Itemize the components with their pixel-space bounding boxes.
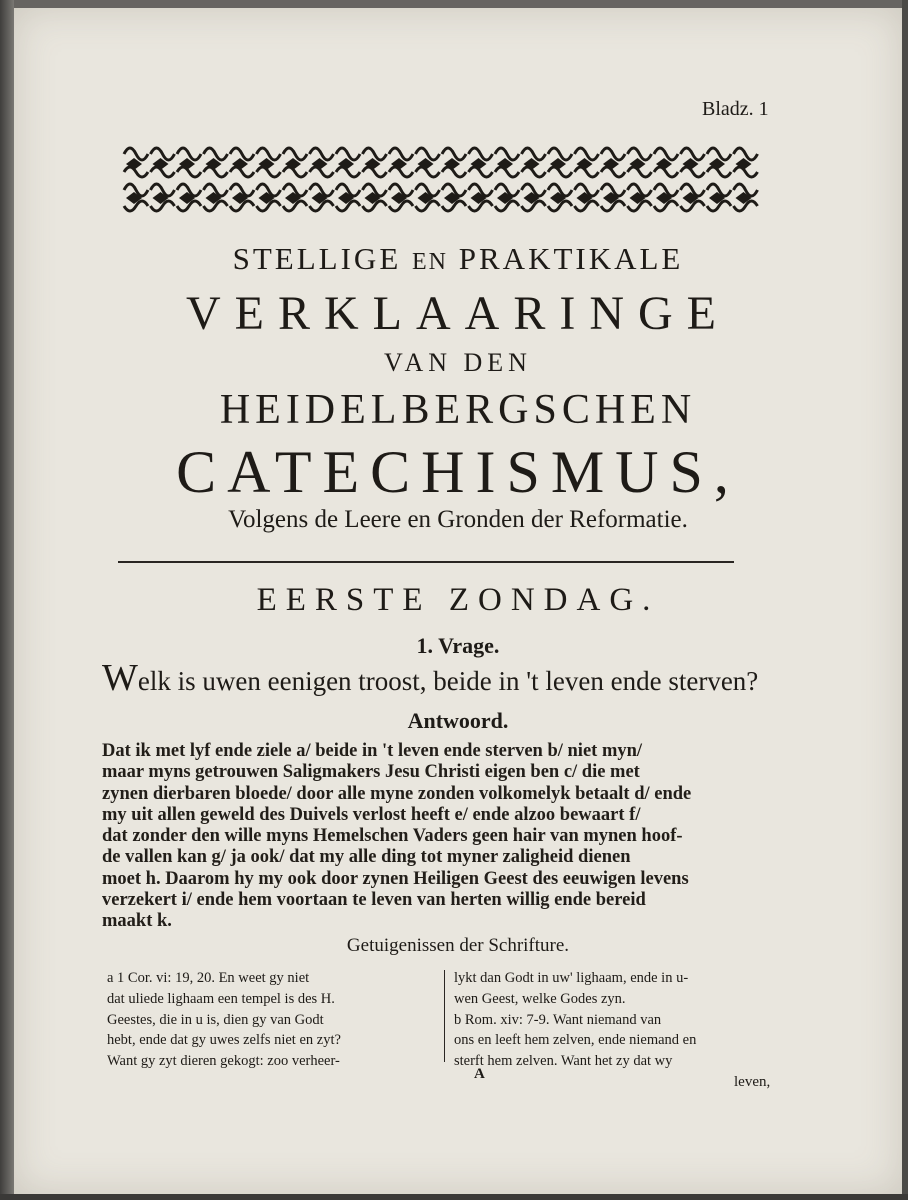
- title-praktikale: PRAKTIKALE: [458, 241, 684, 276]
- footnote-line: b Rom. xiv: 7-9. Want niemand van: [454, 1011, 662, 1028]
- catchword: leven,: [734, 1074, 771, 1090]
- section-heading: EERSTE ZONDAG.: [256, 582, 660, 618]
- answer-line: verzekert i/ ende hem voortaan te leven van herten willig ende bereid: [102, 890, 646, 911]
- signature-mark: A: [474, 1066, 485, 1082]
- question-text: [102, 656, 802, 700]
- footnotes-right-column: [454, 968, 786, 1072]
- footnote-line: lykt dan Godt in uw' lighaam, ende in u-: [454, 970, 689, 986]
- footnotes-left-column: [107, 968, 437, 1072]
- page-number: Bladz. 1: [702, 98, 769, 120]
- question-label: 1. Vrage.: [416, 633, 500, 658]
- question-body: elk is uwen eenigen troost, beide in 't leven ende sterven?: [137, 666, 759, 696]
- answer-line: moet h. Daarom hy my ook door zynen Heiligen Geest des eeuwigen levens: [102, 868, 689, 889]
- title-stellige: STELLIGE: [232, 241, 402, 276]
- answer-line: de vallen kan g/ ja ook/ dat my alle ding tot myner zaligheid dienen: [102, 847, 631, 868]
- footnote-line: dat uliede lighaam een tempel is des H.: [107, 990, 335, 1007]
- column-divider: [444, 970, 445, 1062]
- footnote-line: Want gy zyt dieren gekogt: zoo verheer-: [107, 1053, 340, 1070]
- book-page: [14, 8, 902, 1194]
- footnote-line: ons en leeft hem zelven, ende niemand en: [454, 1032, 697, 1049]
- answer-line: my uit allen geweld des Duivels verlost heeft e/ ende alzoo bewaart f/: [102, 804, 641, 825]
- title-verklaaringe: VERKLAARINGE: [186, 287, 730, 340]
- answer-text: [102, 741, 778, 933]
- answer-line: zynen dierbaren bloede/ door alle myne zonden volkomelyk betaalt d/ ende: [102, 783, 692, 804]
- footnote-line: Geestes, die in u is, dien gy van Godt: [107, 1011, 324, 1028]
- answer-line: maakt k.: [102, 911, 172, 932]
- bottom-book-edge: [0, 1194, 908, 1200]
- decorative-headpiece-ornament: [118, 138, 764, 218]
- title-line-1: [14, 241, 902, 277]
- title-van-den: VAN DEN: [384, 348, 532, 377]
- answer-line: Dat ik met lyf ende ziele a/ beide in 't leven ende sterven b/ niet myn/: [102, 741, 643, 761]
- answer-label: Antwoord.: [407, 708, 509, 733]
- question-initial: W: [102, 657, 138, 699]
- footnote-line: sterft hem zelven. Want het zy dat wy: [454, 1053, 673, 1070]
- answer-line: maar myns getrouwen Saligmakers Jesu Christi eigen ben c/ die met: [102, 762, 640, 783]
- horizontal-rule: [118, 561, 734, 563]
- right-book-edge: [902, 0, 908, 1200]
- footnote-line: wen Geest, welke Godes zyn.: [454, 990, 626, 1007]
- testimonies-heading: Getuigenissen der Schrifture.: [346, 935, 570, 956]
- title-en: EN: [412, 249, 449, 275]
- title-subtitle: Volgens de Leere en Gronden der Reformatie.: [228, 506, 688, 533]
- footnote-line: a 1 Cor. vi: 19, 20. En weet gy niet: [107, 970, 310, 986]
- answer-line: dat zonder den wille myns Hemelschen Vaders geen hair van mynen hoof-: [102, 826, 683, 847]
- footnote-line: hebt, ende dat gy uwes zelfs niet en zyt?: [107, 1032, 341, 1049]
- book-binding: [0, 0, 14, 1200]
- title-catechismus: CATECHISMUS,: [176, 439, 740, 505]
- top-book-edge: [0, 0, 908, 8]
- title-heidelbergschen: HEIDELBERGSCHEN: [219, 387, 697, 433]
